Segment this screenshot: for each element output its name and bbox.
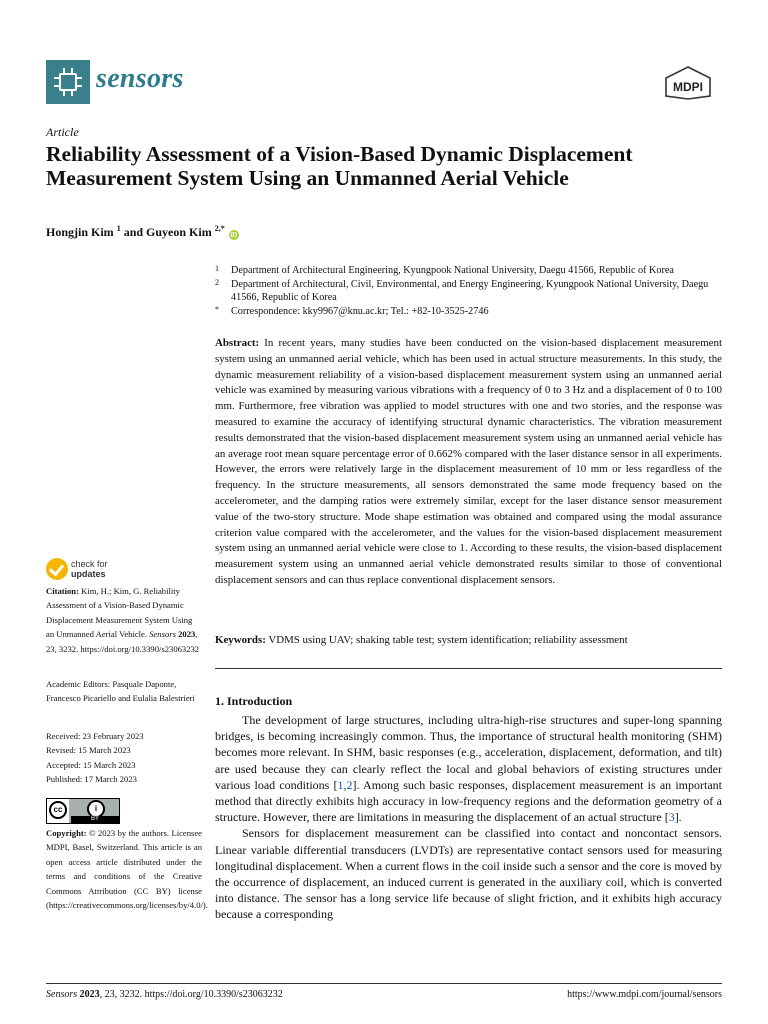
- affiliation-item: [215, 305, 725, 319]
- affiliation-item: [215, 264, 725, 278]
- article-type: Article: [46, 125, 79, 139]
- affiliation-mark: 1: [215, 264, 219, 273]
- journal-name[interactable]: sensors: [96, 63, 184, 94]
- cc-by-label: BY: [71, 816, 119, 823]
- keywords-text: VDMS using UAV; shaking table test; system identification; reliability assessment: [268, 634, 628, 646]
- citation-link[interactable]: 1,2: [337, 777, 353, 792]
- footer-year: 2023: [79, 989, 100, 1000]
- abstract-label: Abstract:: [215, 337, 260, 349]
- copyright-block: [46, 826, 208, 912]
- footer-citation: [46, 989, 283, 1000]
- abstract-text: In recent years, many studies have been conducted on the vision-based displacement measurement system using an unmanned aerial vehicle, which has been used in actual structure measurements. In this study, the dynamic measurement reliability of a vision-based displacement measurement system using an unmanned aerial vehicle was examined by measuring various vibrations with a frequency of 0 to 3 Hz and a displacement of 0 to 100 mm. Furthermore, free vibration was applied to model structures with one and two stories, and the response was measured to examine the accuracy of identifying structural dynamic characteristics. The vibration measurement results demonstrated that the vision-based displacement measurement system using an unmanned aerial vehicle has an average root mean square percentage error of 0.662% compared with the laser distance sensor in all experiments. However, the errors were relatively large in the displacement measurement of 10 mm or less regardless of the frequency. In the structure measurements, all sensors demonstrated the same mode frequency based on the accelerometer, and the damping ratios were extremely similar, except for the laser distance sensor measurement value of the two-story structure. Mode shape estimation was obtained and compared using the modal assurance criterion value compared with the accelerometer, and the values for the vision-based displacement measurement system using an unmanned aerial vehicle were close to 1. According to these results, the vision-based displacement measurement system using an unmanned aerial vehicle demonstrated results similar to those of conventional displacement sensors and can thus replace conventional displacement sensors.: [215, 337, 722, 586]
- affiliation-text: Department of Architectural, Civil, Environmental, and Energy Engineering, Kyungpook National University, Daegu 41566, Republic of Korea: [231, 278, 709, 304]
- academic-editors: Academic Editors: Pasquale Daponte, Francesco Picariello and Eulalia Balestrieri: [46, 679, 195, 704]
- affiliation-text: Department of Architectural Engineering, Kyungpook National University, Daegu 41566, Republic of Korea: [231, 265, 674, 276]
- section-heading: 1. Introduction: [215, 694, 293, 708]
- affiliation-mark: *: [215, 304, 219, 314]
- published-date: Published: 17 March 2023: [46, 774, 137, 785]
- orcid-icon[interactable]: iD: [230, 231, 238, 239]
- author-list: [46, 224, 239, 240]
- author-affiliation-mark: 1: [116, 224, 121, 233]
- sensors-logo-icon: [46, 60, 90, 104]
- revised-date: Revised: 15 March 2023: [46, 745, 131, 756]
- divider: [215, 668, 722, 669]
- author-name[interactable]: Hongjin Kim: [46, 225, 114, 239]
- keywords: [215, 633, 722, 648]
- footer-divider: [46, 983, 722, 984]
- accepted-date: Accepted: 15 March 2023: [46, 759, 136, 770]
- copyright-label: Copyright:: [46, 828, 87, 838]
- mdpi-logo-text: MDPI: [673, 80, 703, 94]
- mdpi-logo-icon[interactable]: [662, 66, 714, 100]
- article-title: Reliability Assessment of a Vision-Based Dynamic Displacement Measurement System Using an Unmanned Aerial Vehicle: [46, 142, 633, 190]
- affiliations: [215, 264, 725, 318]
- keywords-label: Keywords:: [215, 634, 266, 646]
- check-updates-icon: [46, 558, 68, 580]
- author-conjunction: and: [120, 225, 147, 239]
- footer-doi[interactable]: , 23, 3232. https://doi.org/10.3390/s23063232: [99, 989, 283, 1000]
- abstract: [215, 336, 722, 589]
- introduction-body: [215, 712, 722, 923]
- citation-label: Citation:: [46, 586, 79, 596]
- received-date: Received: 23 February 2023: [46, 731, 144, 741]
- copyright-text: © 2023 by the authors. Licensee MDPI, Basel, Switzerland. This article is an open access article distributed under the terms and conditions of the Creative Commons Attribution (CC BY) license (https://creativecommons.org/licenses/by/4.0/).: [46, 828, 208, 911]
- affiliation-item: [215, 278, 725, 305]
- author-affiliation-mark: 2,*: [214, 224, 225, 233]
- footer-journal-url[interactable]: https://www.mdpi.com/journal/sensors: [567, 989, 722, 1000]
- citation-journal: Sensors: [149, 629, 176, 640]
- paragraph: The development of large structures, including ultra-high-rise structures and super-long spanning bridges, is becoming increasingly common. Thus, the importance of structural health monitoring (SHM) becomes more relevant. In SHM, basic responses (e.g., acceleration, displacement, deformation, and tilt) are used because they can clearly reflect the local and global behaviors of existing structures under various load conditions [1,2]. Among such basic responses, displacement measurement is an important method that directly exhibits high accuracy in low-frequency regions and the deformation geometry of a structure. However, there are limitations in measuring the displacement of an actual structure [3].: [215, 713, 723, 825]
- citation-text: Kim, H.; Kim, G. Reliability Assessment of a Vision-Based Dynamic Displacement Measurement System Using an Unmanned Aerial Vehicle.: [46, 586, 193, 640]
- dates-block: [46, 729, 202, 787]
- correspondence-text[interactable]: Correspondence: kky9967@knu.ac.kr; Tel.: +82-10-3525-2746: [231, 305, 489, 317]
- citation-doi[interactable]: , 23, 3232. https://doi.org/10.3390/s23063232: [46, 629, 200, 654]
- creative-commons-icon: cc: [49, 801, 67, 819]
- cc-by-license-badge[interactable]: [46, 798, 120, 824]
- journal-header: [46, 60, 722, 104]
- attribution-person-icon: i: [87, 800, 105, 818]
- check-updates-label: check for updates: [71, 559, 108, 579]
- citation-year: 2023: [178, 629, 196, 640]
- affiliation-mark: 2: [215, 277, 219, 287]
- author-name[interactable]: Guyeon Kim: [146, 225, 212, 239]
- citation-block: [46, 584, 202, 656]
- paragraph: Sensors for displacement measurement can be classified into contact and noncontact sensors. Linear variable differential transducers (LVDTs) are representative contact sensors used for measuring longitudinal displacement. When a current flows in the coil inside such a sensor and the core is moved by the occurrence of displacement, an induced current is generated in the auxiliary coil, which is converted into distance. The sensor has a long service life because of slight friction, and it exhibits high accuracy because a corresponding: [215, 826, 722, 922]
- footer-journal: Sensors: [46, 989, 78, 1000]
- check-for-updates-button[interactable]: [46, 558, 126, 582]
- citation-link[interactable]: 3: [668, 810, 675, 825]
